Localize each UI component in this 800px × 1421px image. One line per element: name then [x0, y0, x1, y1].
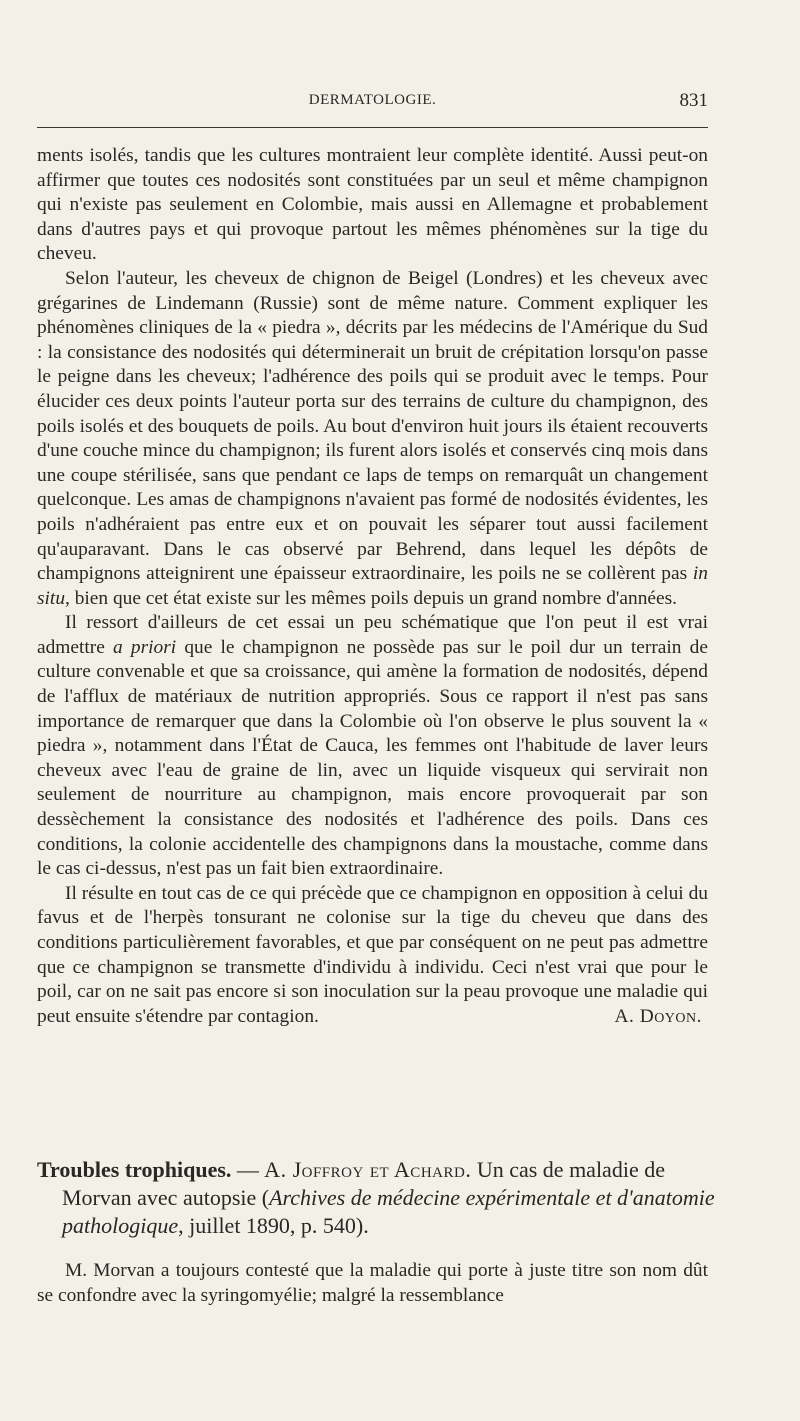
section-heading: Troubles trophiques. — [37, 1157, 232, 1182]
paragraph-4-text: Il résulte en tout cas de ce qui précède que ce champignon en opposition à celui du favus et de l'herpès tonsurant ne colonise sur la tige du cheveu que dans des conditions particulièrement favorables, et que par conséquent on ne peut pas admettre que ce champignon se transmette d'individu à individu. Ceci n'est vrai que pour le poil, car on ne sait pas encore si son inoculation sur la peau provoque une maladie qui peut ensuite s'étendre par contagion. — [37, 882, 708, 1027]
running-header — [37, 90, 708, 114]
author-signature: A. Doyon. — [614, 1005, 702, 1027]
page-number: 831 — [679, 90, 708, 111]
next-article-body — [37, 1258, 708, 1308]
paragraph-2-text: Selon l'auteur, les cheveux de chignon de Beigel (Londres) et les cheveux avec grégarines de Lindemann (Russie) sont de même nature. Comment expliquer les phénomènes cliniques de la « piedra », décrits par les médecins de l'Amérique du Sud : la consistance des nodosités qui déterminerait un bruit de crépitation lorsqu'on passe le peigne dans les cheveux; l'adhérence des poils qui se produit avec le temps. Pour élucider ces deux points l'auteur porta sur des terrains de culture du champignon, des poils isolés et des bouquets de poils. Au bout d'environ huit jours ils étaient recouverts d'une couche mince du champignon; ils furent alors isolés et conservés cinq mois dans une coupe stérilisée, sans que pendant ce laps de temps on remarquât un changement quelconque. Les amas de champignons n'avaient pas formé de nodosités évidentes, les poils n'adhéraient pas entre eux et on pouvait les séparer tout aussi facilement qu'auparavant. Dans le cas observé par Behrend, dans lequel les dépôts de champignons atteignirent une épaisseur extraordinaire, les poils ne se collèrent pas — [37, 267, 708, 585]
paragraph-2-italic: in situ — [37, 563, 708, 609]
section-journal: Archives de médecine expérimentale et d'anatomie pathologique — [62, 1185, 715, 1238]
paragraph-2 — [37, 267, 708, 611]
paragraph-3-text-end: que le champignon ne possède pas sur le poil dur un terrain de culture convenable et que sa croissance, qui amène la formation de nodosités, dépend de l'afflux de matériaux de nutrition appropriés. Sous ce rapport il n'est pas sans importance de remarquer que dans la Colombie où l'on observe le plus souvent la « piedra », notamment dans l'État de Cauca, les femmes ont l'habitude de laver leurs cheveux avec l'eau de graine de lin, avec un liquide visqueux qui servirait non seulement de nourriture au champignon, mais encore provoquerait par son dessèchement la consistance des nodosités et l'adhérence des poils. Dans ces conditions, la colonie accidentelle des champignons dans la moustache, comme dans le cas ci-dessus, n'est pas un fait bien extraordinaire. — [37, 636, 708, 880]
paragraph-3-italic: a priori — [113, 636, 177, 658]
header-rule — [37, 127, 708, 128]
paragraph-3 — [37, 611, 708, 882]
article-body — [37, 144, 708, 1029]
section-entry — [37, 1156, 733, 1240]
section-citation: , juillet 1890, p. 540). — [178, 1213, 369, 1238]
section-title: Un cas de maladie de Morvan avec autopsie ( — [62, 1157, 665, 1210]
paragraph-2-text-end: , bien que cet état existe sur les mêmes poils depuis un grand nombre d'années. — [65, 587, 678, 609]
section-authors: — A. Joffroy et Achard. — [236, 1157, 472, 1182]
lead-paragraph: M. Morvan a toujours contesté que la maladie qui porte à juste titre son nom dût se confondre avec la syringomyélie; malgré la ressemblance — [37, 1260, 708, 1306]
running-title: DERMATOLOGIE. — [308, 92, 437, 108]
paragraph-3-text: Il ressort d'ailleurs de cet essai un peu schématique que l'on peut il est vrai admettre — [37, 612, 708, 658]
paragraph-1: ments isolés, tandis que les cultures montraient leur complète identité. Aussi peut-on affirmer que toutes ces nodosités sont constituées par un seul et même champignon qui n'existe pas seulement en Colombie, mais aussi en Allemagne et probablement dans d'autres pays et qui provoque partout les mêmes phénomènes sur la tige du cheveu. — [37, 145, 708, 265]
